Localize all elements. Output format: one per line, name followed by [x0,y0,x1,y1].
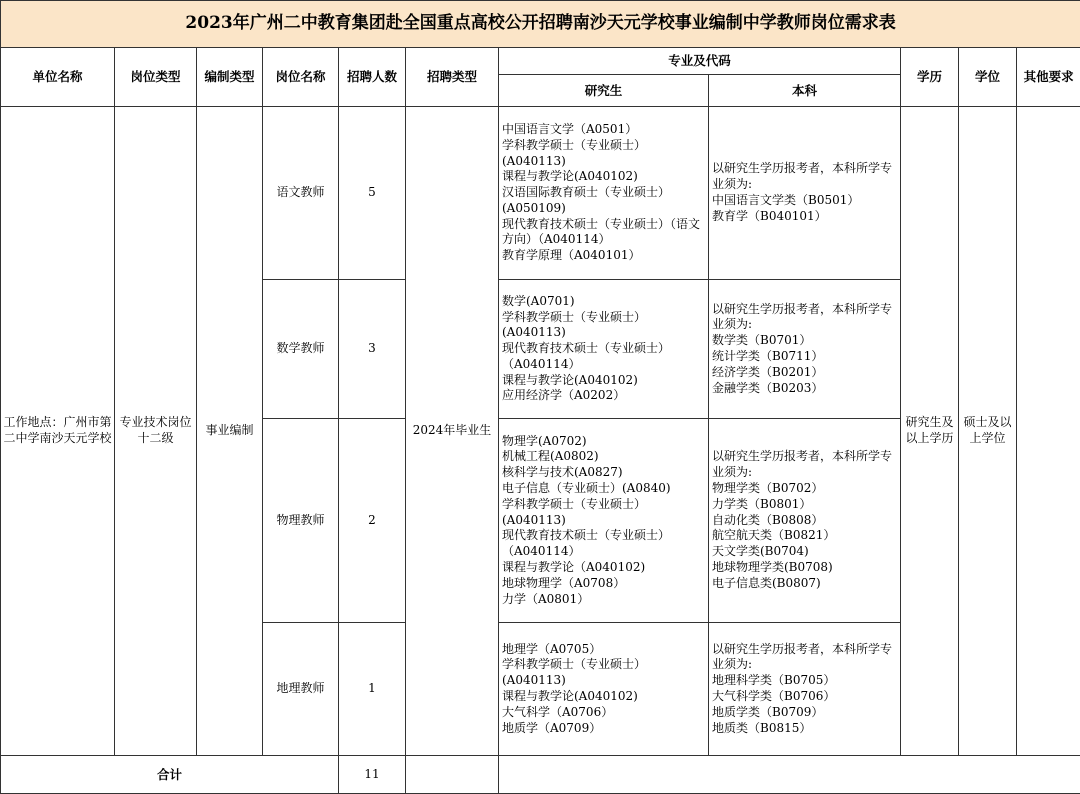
degree-cell: 硕士及以上学位 [959,107,1017,756]
post-name-cell: 地理教师 [263,623,339,756]
header-graduate: 研究生 [499,75,709,107]
table-row [1,107,1080,280]
total-empty-cell [406,756,499,794]
count-cell: 1 [339,623,406,756]
header-education: 学历 [901,48,959,107]
undergrad-majors-cell: 以研究生学历报考者，本科所学专业须为: 中国语言文学类（B0501） 教育学（B040101） [709,107,901,280]
header-other: 其他要求 [1017,48,1080,107]
header-unit: 单位名称 [1,48,115,107]
recruit-type-cell: 2024年毕业生 [406,107,499,756]
header-post-type: 岗位类型 [115,48,197,107]
header-count: 招聘人数 [339,48,406,107]
header-major-code: 专业及代码 [499,48,901,75]
header-degree: 学位 [959,48,1017,107]
undergrad-majors-cell: 以研究生学历报考者，本科所学专业须为: 地理科学类（B0705） 大气科学类（B0706） 地质学类（B0709） 地质类（B0815） [709,623,901,756]
total-count: 11 [339,756,406,794]
total-empty-cell [499,756,1080,794]
header-undergrad: 本科 [709,75,901,107]
other-cell [1017,107,1080,756]
post-name-cell: 数学教师 [263,280,339,419]
page-title: 2023年广州二中教育集团赴全国重点高校公开招聘南沙天元学校事业编制中学教师岗位需求表 [1,1,1080,48]
staff-type-cell: 事业编制 [197,107,263,756]
undergrad-majors-cell: 以研究生学历报考者，本科所学专业须为: 数学类（B0701） 统计学类（B0711） 经济学类（B0201） 金融学类（B0203） [709,280,901,419]
count-cell: 3 [339,280,406,419]
graduate-majors-cell: 数学(A0701) 学科教学硕士（专业硕士） (A040113) 现代教育技术硕士（专业硕士） （A040114） 课程与教学论(A040102) 应用经济学（A0202） [499,280,709,419]
header-post-name: 岗位名称 [263,48,339,107]
header-recruit-type: 招聘类型 [406,48,499,107]
total-label: 合计 [1,756,339,794]
undergrad-majors-cell: 以研究生学历报考者，本科所学专业须为: 物理学类（B0702） 力学类（B0801） 自动化类（B0808） 航空航天类（B0821） 天文学类(B0704) 地球物理学类(B0708) 电子信息类(B0807) [709,419,901,623]
graduate-majors-cell: 地理学（A0705） 学科教学硕士（专业硕士） (A040113) 课程与教学论(A040102) 大气科学（A0706） 地质学（A0709） [499,623,709,756]
education-cell: 研究生及以上学历 [901,107,959,756]
count-cell: 2 [339,419,406,623]
post-type-cell: 专业技术岗位十二级 [115,107,197,756]
post-name-cell: 物理教师 [263,419,339,623]
graduate-majors-cell: 中国语言文学（A0501） 学科教学硕士（专业硕士） (A040113) 课程与教学论(A040102) 汉语国际教育硕士（专业硕士） (A050109) 现代教育技术硕士（专业硕士）（语文方向）（A040114） 教育学原理（A040101） [499,107,709,280]
header-staff-type: 编制类型 [197,48,263,107]
graduate-majors-cell: 物理学(A0702) 机械工程(A0802) 核科学与技术(A0827) 电子信息（专业硕士）(A0840) 学科教学硕士（专业硕士） (A040113) 现代教育技术硕士（专业硕士） （A040114） 课程与教学论（A040102) 地球物理学（A0708） 力学（A0801） [499,419,709,623]
total-row [1,756,1080,794]
count-cell: 5 [339,107,406,280]
post-name-cell: 语文教师 [263,107,339,280]
unit-cell: 工作地点：广州市第二中学南沙天元学校 [1,107,115,756]
